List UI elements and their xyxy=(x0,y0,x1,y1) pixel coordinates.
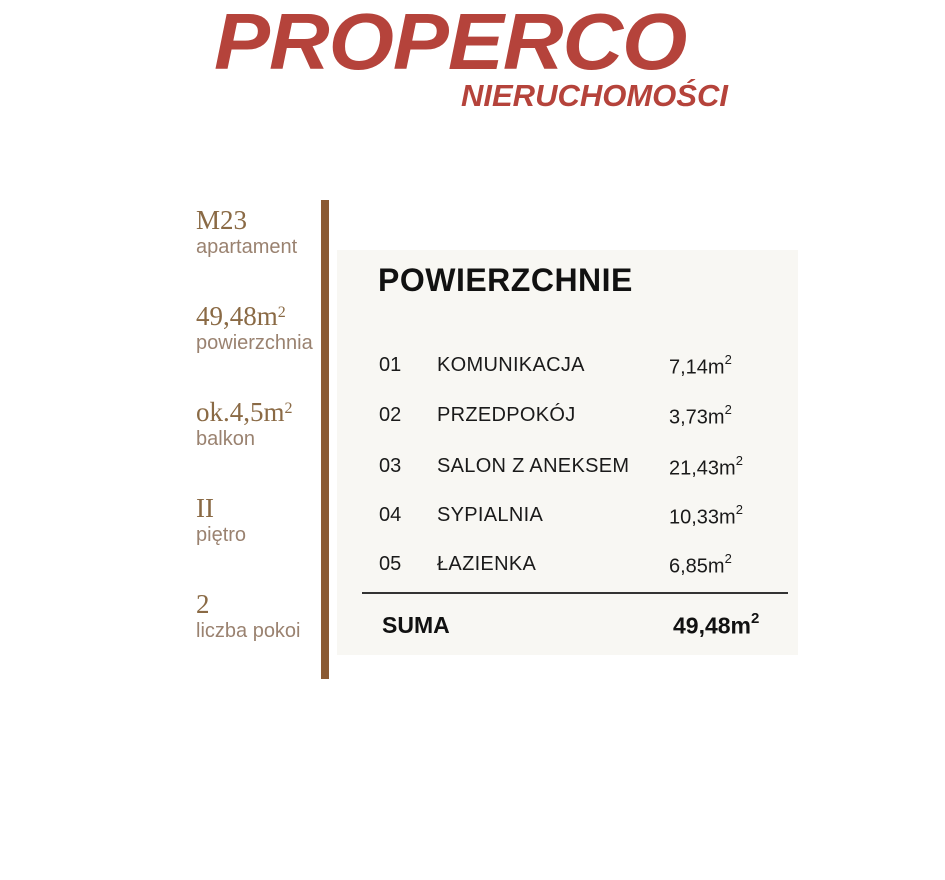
areas-panel xyxy=(337,250,798,655)
spec-value: 2 xyxy=(196,589,210,619)
room-area: $3,73m^2$ xyxy=(669,402,732,429)
sum-value: $49,48m^2$ xyxy=(673,610,760,639)
room-name: PRZEDPOKÓJ xyxy=(437,404,576,426)
spec-sup: 2 xyxy=(284,400,293,417)
spec-label: apartament xyxy=(196,236,298,258)
sum-label: SUMA xyxy=(382,612,450,638)
spec-label: balkon xyxy=(196,428,255,450)
spec-label: piętro xyxy=(196,524,247,546)
row-number: 02 xyxy=(379,404,402,426)
panel-title: POWIERZCHNIE xyxy=(378,262,633,298)
vertical-divider xyxy=(321,200,329,679)
room-area: $21,43m^2$ xyxy=(669,453,743,480)
spec-area xyxy=(196,301,313,355)
spec-floor xyxy=(196,493,313,547)
spec-value: M23 xyxy=(196,205,248,235)
table-row xyxy=(337,455,798,485)
table-row xyxy=(337,354,798,384)
row-number: 01 xyxy=(379,354,402,376)
room-area: $7,14m^2$ xyxy=(669,352,732,379)
room-name: SYPIALNIA xyxy=(437,504,544,526)
room-name: SALON Z ANEKSEM xyxy=(437,455,630,477)
room-name: KOMUNIKACJA xyxy=(437,354,585,376)
spec-rooms xyxy=(196,589,313,643)
row-number: 05 xyxy=(379,553,402,575)
table-row xyxy=(337,553,798,583)
spec-label: liczba pokoi xyxy=(196,620,301,642)
spec-sup: 2 xyxy=(277,304,286,321)
row-number: 03 xyxy=(379,455,402,477)
spec-label: powierzchnia xyxy=(196,332,313,354)
spec-value: 49,48m xyxy=(196,301,278,331)
spec-apartment xyxy=(196,205,313,259)
row-number: 04 xyxy=(379,504,402,526)
table-row xyxy=(337,504,798,534)
brand-name: PROPERCO xyxy=(214,0,687,86)
sum-row xyxy=(337,612,798,646)
logo xyxy=(0,0,945,120)
sum-divider xyxy=(362,592,788,594)
table-row xyxy=(337,404,798,434)
room-name: ŁAZIENKA xyxy=(437,553,537,575)
spec-balcony xyxy=(196,397,313,451)
spec-value: II xyxy=(196,493,214,523)
brand-tagline: NIERUCHOMOŚCI xyxy=(461,78,728,113)
spec-value: ok.4,5m xyxy=(196,397,285,427)
room-area: $10,33m^2$ xyxy=(669,502,743,529)
room-area: $6,85m^2$ xyxy=(669,551,732,578)
